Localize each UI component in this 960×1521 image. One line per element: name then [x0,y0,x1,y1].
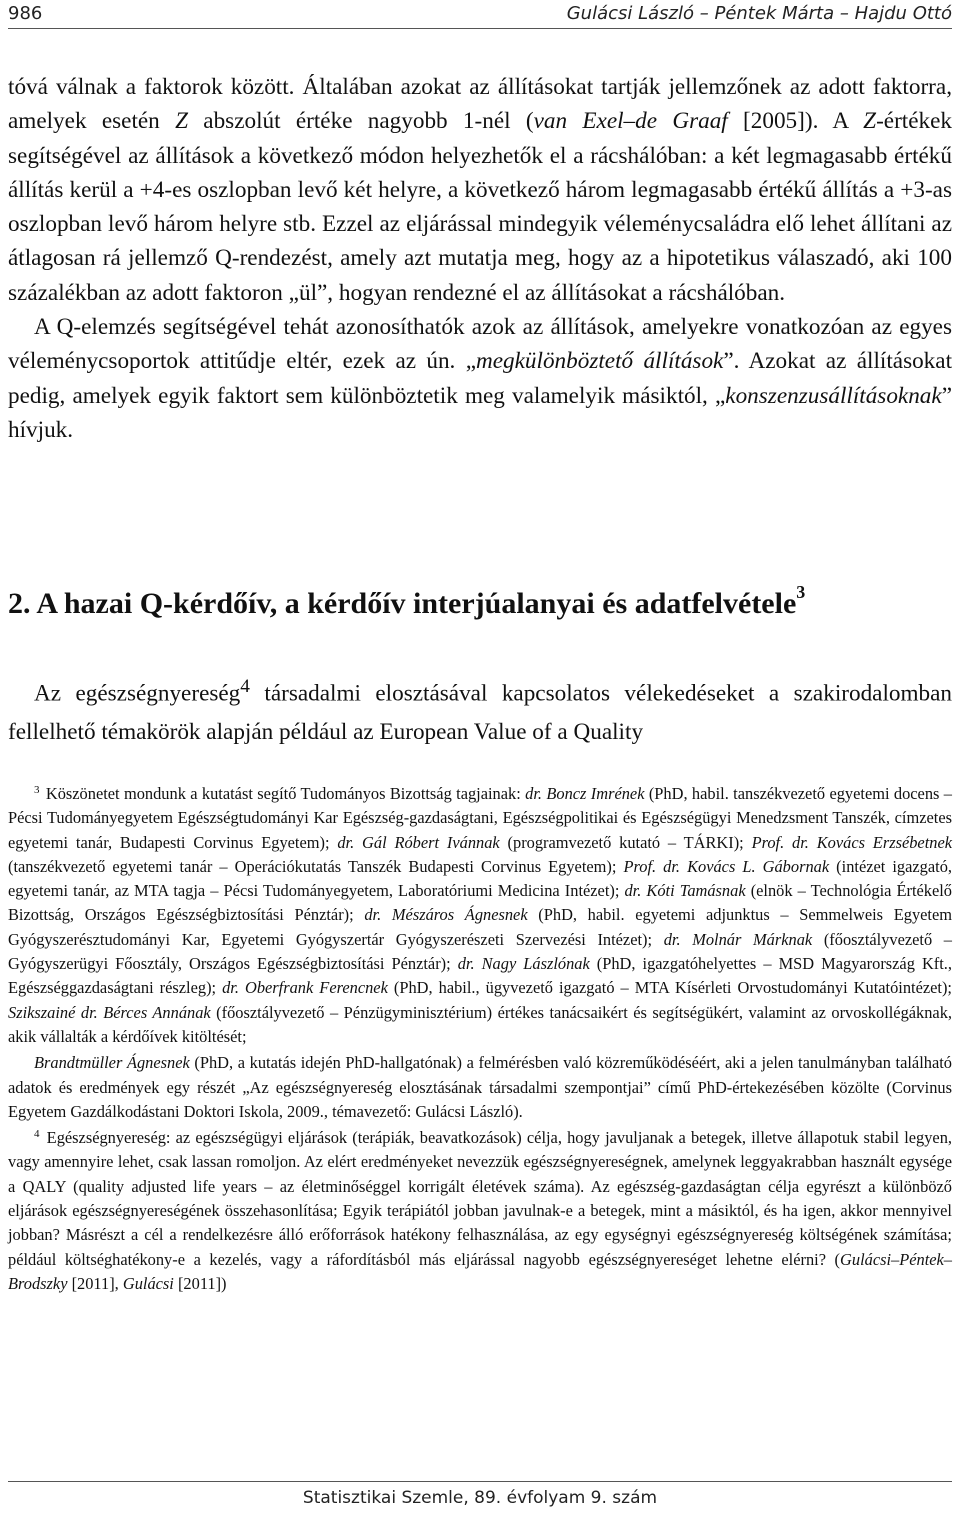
italic-run: dr. Oberfrank Ferencnek [222,978,388,998]
italic-run: dr. Molnár Márknak [663,929,813,949]
body-paragraph [8,668,952,751]
italic-run: Prof. dr. Kovács Erzsébetnek [751,832,952,852]
running-head-authors: Gulácsi László – Péntek Márta – Hajdu Ottó [566,2,952,24]
text-run: (tanszékvezető egyetemi tanár – Operációkutatás Tanszék Budapesti Corvinus Egyetem); [8,856,624,876]
italic-run: Brandtmüller Ágnesnek [34,1053,190,1073]
text-run: -értékek segítségével az állítások a következő módon helyezhetők el a rácshálóban: a két legmagasabb értékű állítás kerül a +4-es oszlopban levő két helyre, a következő három legmagasabb értékű állítás a +3-as oszlopban levő három helyre stb. Ezzel az eljárással mindegyik véleménycsaládra elő lehet állítani az átlagosan rá jellemző Q-rendezést, amely azt mutatja meg, hogy az a hipotetikus válaszadó, aki 100 százalékban az adott faktoron „ül”, hogyan rendezné el az állításokat a rácshálóban. [8,108,953,306]
italic-run: dr. Gál Róbert Ivánnak [337,832,500,852]
text-run: (PhD, a kutatás idején PhD-hallgatónak) a felmérésben való közreműködéséért, aki a jelen tanulmányban található adatok és eredmények egy részét „Az egészségnyereség elosztásának társadalmi szempontjai” című PhD-értekezésében közölte (Corvinus Egyetem Gazdálkodástani Doktori Iskola, 2009., témavezető: Gulácsi László). [8,1053,952,1121]
footnote-ref: 4 [240,676,250,697]
text-run: Az egészségnyereség [34,680,241,707]
italic-run: dr. Kóti Tamásnak [624,881,746,901]
body-paragraph [8,310,952,447]
header-rule [8,28,952,29]
italic-run: Gulácsi–Péntek–Brodszky [8,1249,952,1293]
section-body [8,668,952,751]
section-footnote-ref: 3 [796,581,806,602]
body-paragraph [8,70,952,310]
italic-run: Prof. dr. Kovács L. Gábornak [623,856,830,876]
text-run: Egészségnyereség: az egészségügyi eljárások (terápiák, beavatkozások) célja, hogy javuljanak a betegek, illetve állapotuk stabil legyen, vagy amennyire lehet, csak lassan romoljon. Az elért eredményeket nevezzük egészségnyereségnek, amelynek leggyakrabban használt egysége a QALY (quality adjusted life years – az életminőséggel korrigált életévek száma). Az egészség-gazdaságtan célja egyrészt a különböző eljárások egészségnyereségének összehasonlítása; Egyik terápiától jobban javulnak-e a betegek, mint a másiktól, és ha igen, akkor mennyivel jobban? Másrészt a cél a rendelkezésre álló erőforrások hatékony felhasználása, az egy egységnyi egészségnyereség költségének számítása; például költséghatékony-e a kezelés, vagy a ráfordításból más eljárással nagyobb egészségnyereséget lehetne elérni? ( [8,1128,952,1269]
text-run: (főosztályvezető – Gyógyszerügyi Főosztály, Országos Egészségbiztosítási Pénztár); [8,929,953,974]
text-run: ” hívjuk. [8,382,952,443]
running-head [8,0,952,26]
footnote-4 [8,1126,952,1296]
text-run: [2011], [67,1273,123,1293]
page-number: 986 [8,2,43,24]
italic-run: Gulácsi [122,1273,174,1293]
italic-run: dr. Nagy Lászlónak [457,954,590,974]
journal-footer: Statisztikai Szemle, 89. évfolyam 9. szám [302,1488,658,1508]
footnotes [8,782,952,1296]
italic-run: konszenzusállításoknak [725,382,942,409]
text-run: (PhD, igazgatóhelyettes – MSD Magyarország Kft., Egészséggazdaságtani részleg); [8,954,952,998]
section-heading [8,582,952,626]
text-run: abszolút értéke nagyobb 1-nél ( [187,108,534,135]
text-run: A Q-elemzés segítségével tehát azonosíthatók azok az állítások, amelyekre vonatkozóan az egyes véleménycsoportok attitűdje eltér, ezek az ún. „ [8,314,952,375]
text-run: (programvezető kutató – TÁRKI); [499,832,752,852]
italic-run: dr. Boncz Imrének [525,784,645,803]
text-run: [2011]) [173,1273,227,1293]
text-run: társadalmi elosztásával kapcsolatos vélekedéseket a szakirodalomban fellelhető témakörök alapján például az European Value of a Quality [8,680,953,745]
footer-rule [8,1481,952,1482]
text-run: tóvá válnak a faktorok között. Általában azokat az állításokat tartják jellemzőnek az adott faktorra, amelyek esetén [8,74,952,135]
footnote-number: 4 [34,1127,40,1140]
text-run: ”. Azokat az állításokat pedig, amelyek egyik faktort sem különböztetik meg valamelyik másiktól, „ [8,348,953,409]
text-run: Köszönetet mondunk a kutatást segítő Tudományos Bizottság tagjainak: [41,784,526,803]
footnote-3-continued [8,1051,952,1124]
body-text [8,70,952,447]
italic-run: Szikszainé dr. Bérces Annának [8,1002,211,1022]
text-run: (elnök – Technológia Értékelő Bizottság, Országos Egészségbiztosítási Pénztár); [8,881,952,925]
italic-run: Z [863,108,877,135]
footnote-3 [8,782,952,1049]
text-run: (PhD, habil. egyetemi adjunktus – Semmelweis Egyetem Gyógyszerésztudományi Kar, Egyetemi Gyógyszertár Gyógyszerészeti Szervezési Intézet); [8,905,952,949]
italic-run: van Exel–de Graaf [533,108,728,135]
text-run: (PhD, habil., ügyvezető igazgató – MTA Kísérleti Orvostudományi Kutatóintézet); [387,978,952,998]
text-run: (főosztályvezető – Pénzügyminisztérium) értékes tanácsaikért és segítségükért, valamint az orvoskollégáknak, akik vállalták a kérdőívek kitöltését; [8,1002,953,1046]
text-run: (PhD, habil. tanszékvezető egyetemi docens – Pécsi Tudományegyetem Egészségtudományi Kar Egészség-gazdaságtani, Egészségpolitikai és Egészségügyi Menedzsment Tanszék, címzetes egyetemi tanár, Budapesti Corvinus Egyetem); [8,784,952,852]
italic-run: dr. Mészáros Ágnesnek [364,905,528,925]
italic-run: megkülönböztető állítások [476,348,724,375]
section-title: 2. A hazai Q-kérdőív, a kérdőív interjúalanyai és adatfelvétele [8,587,797,620]
text-run: (intézet igazgató, egyetemi tanár, az MTA tagja – Pécsi Tudományegyetem, Laboratóriumi Medicina Intézet); [8,856,952,901]
text-run: [2005]). A [727,108,864,135]
footnote-number: 3 [34,783,40,796]
italic-run: Z [175,108,188,135]
